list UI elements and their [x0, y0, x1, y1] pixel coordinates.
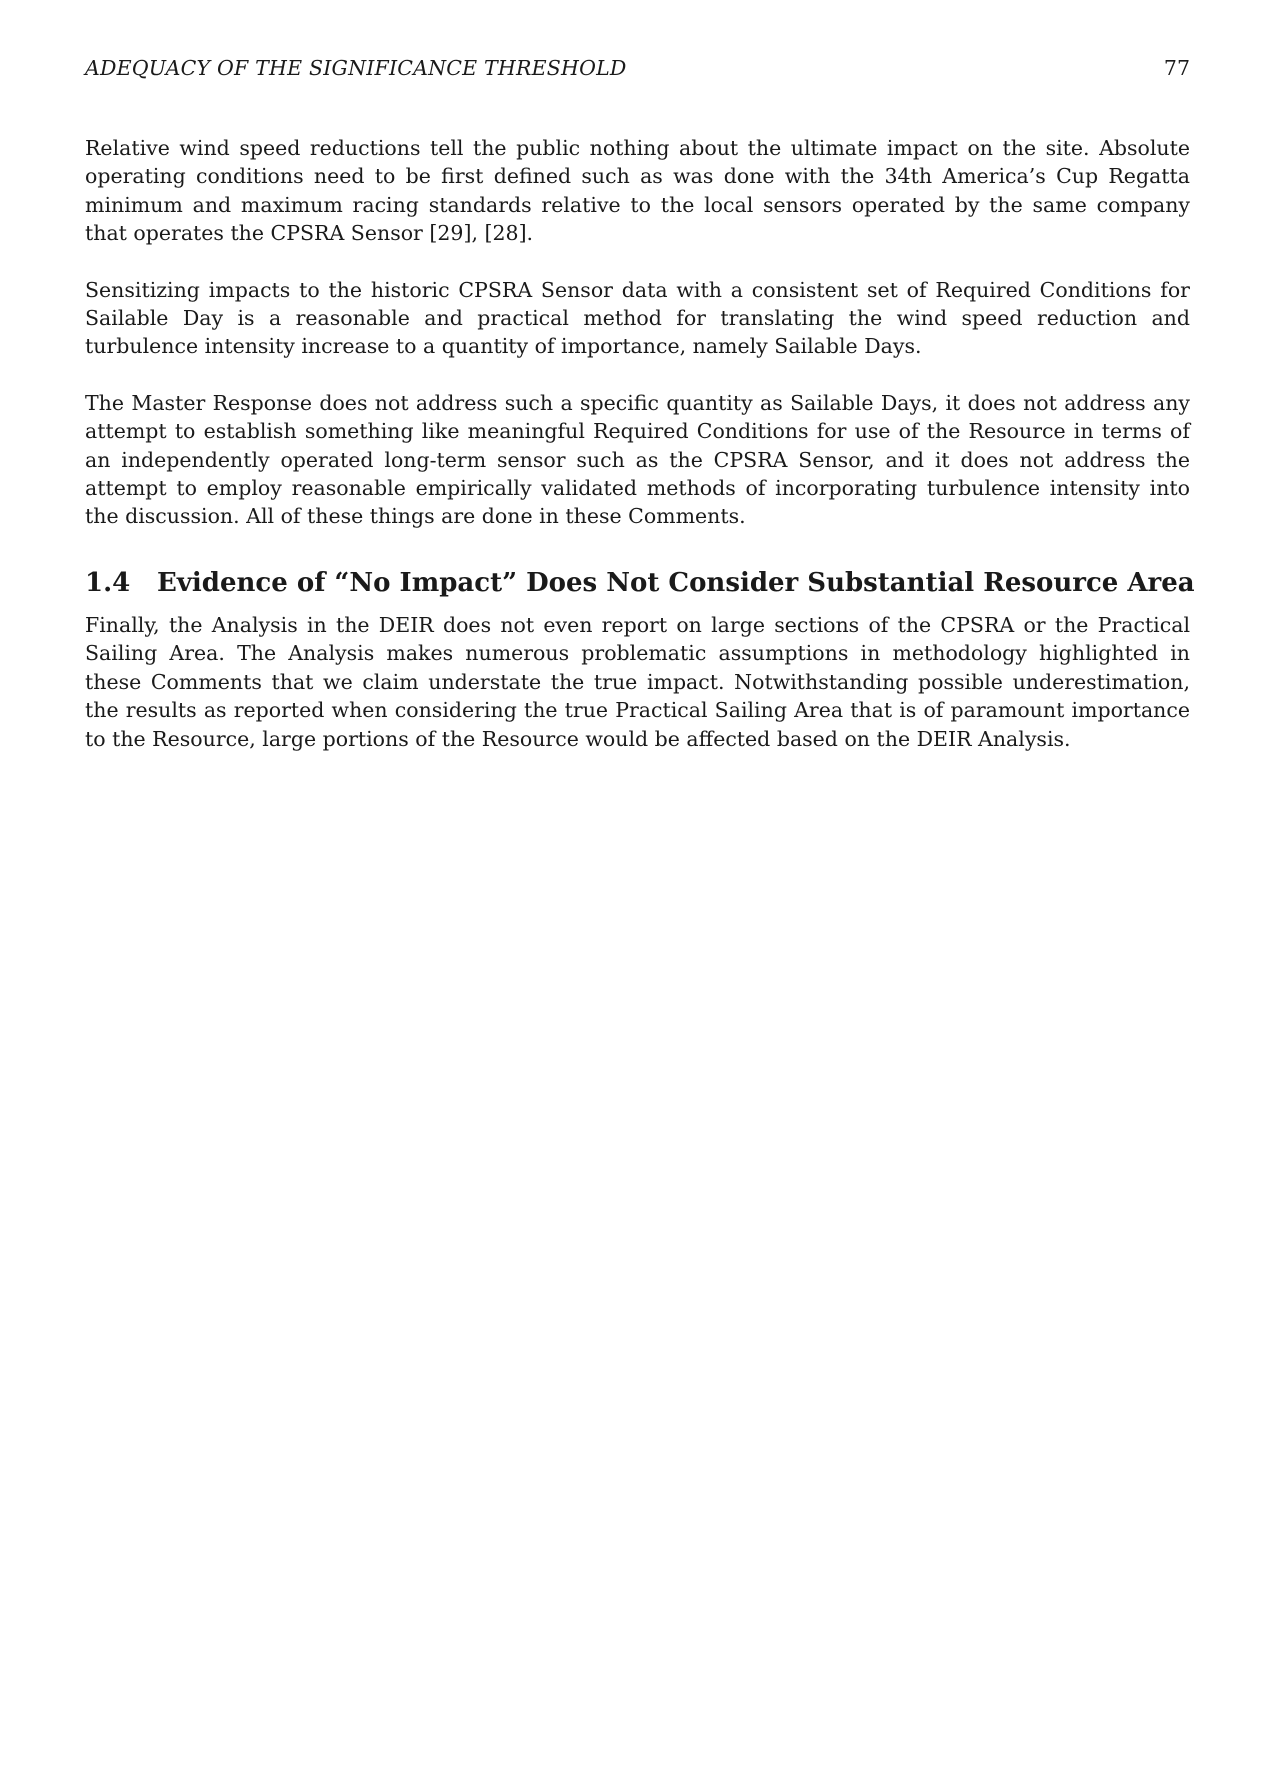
section-heading	[85, 567, 1195, 599]
paragraph: Sensitizing impacts to the historic CPSRA Sensor data with a consistent set of Required Conditions for Sailable Day is a reasonable and practical method for translating the wind speed reduction and turbulence intensity increase to a quantity of importance, namely Sailable Days.	[85, 277, 1190, 359]
section-paragraph: Finally, the Analysis in the DEIR does not even report on large sections of the CPSRA or the Practical Sailing Area. The Analysis makes numerous problematic assumptions in methodology highlighted in these Comments that we claim understate the true impact. Notwithstanding possible underestimation, the results as reported when considering the true Practical Sailing Area that is of paramount importance to the Resource, large portions of the Resource would be affected based on the DEIR Analysis.	[85, 612, 1190, 751]
section-number: 1.4	[85, 567, 131, 598]
page-number: 77	[1163, 56, 1190, 80]
running-header	[85, 56, 1190, 80]
paragraph: The Master Response does not address such a specific quantity as Sailable Days, it does not address any attempt to establish something like meaningful Required Conditions for use of the Resource in terms of an independently operated long-term sensor such as the CPSRA Sensor, and it does not address the attempt to employ reasonable empirically validated methods of incorporating turbulence intensity into the discussion. All of these things are done in these Comments.	[85, 390, 1190, 529]
document-body	[85, 134, 1195, 781]
running-title: ADEQUACY OF THE SIGNIFICANCE THRESHOLD	[85, 56, 627, 80]
paragraph: Relative wind speed reductions tell the public nothing about the ultimate impact on the site. Absolute operating conditions need to be first defined such as was done with the 34th America’s Cup Regatta minimum and maximum racing standards relative to the local sensors operated by the same company that operates the CPSRA Sensor [29], [28].	[85, 136, 1190, 246]
section-title: Evidence of “No Impact” Does Not Consider Substantial Resource Area	[157, 567, 1195, 598]
